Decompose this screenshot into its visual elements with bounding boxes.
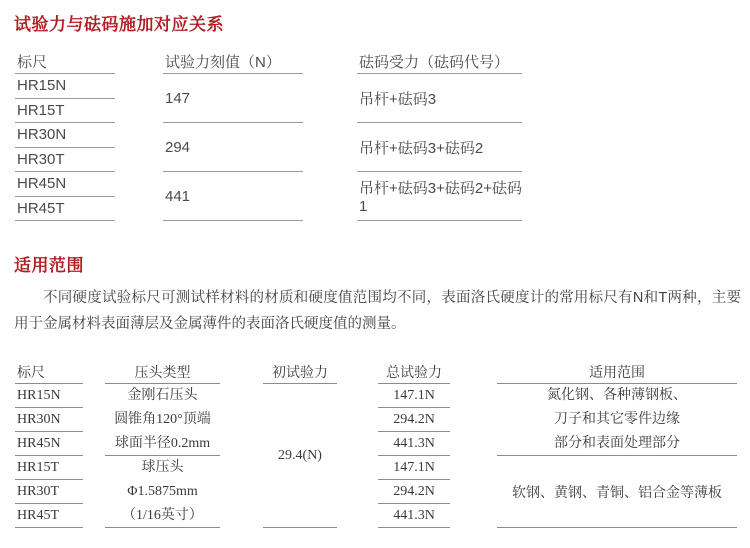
- t2-indenter-group-t: [105, 456, 220, 528]
- t2-indenter-line: 球压头: [141, 460, 184, 475]
- t2-total-force-5: 294.2N: [378, 480, 450, 504]
- scope-paragraph: 不同硬度试验标尺可测试样材料的材质和硬度值范围均不同，表面洛氏硬度计的常用标尺有N和T两种，主要用于金属材料表面薄层及金属薄件的表面洛氏硬度值的测量。: [14, 290, 741, 332]
- t2-total-force-1: 147.1N: [378, 384, 450, 408]
- t2-header-total-force: 总试验力: [378, 360, 450, 384]
- t2-scale-hr15n: HR15N: [15, 384, 83, 408]
- t2-total-force-6: 441.3N: [378, 504, 450, 528]
- t1-force-441: 441: [163, 172, 303, 221]
- t2-scale-hr45n: HR45N: [15, 432, 83, 456]
- t2-total-force-3: 441.3N: [378, 432, 450, 456]
- t1-force-147: 147: [163, 74, 303, 123]
- t2-range-line: 氮化钢、各种薄钢板、: [547, 388, 687, 403]
- t2-scale-hr30t: HR30T: [15, 480, 83, 504]
- t2-indenter-line: （1/16英寸）: [122, 508, 203, 523]
- t2-scale-hr15t: HR15T: [15, 456, 83, 480]
- t1-weight-2: 吊杆+砝码3+砝码2: [357, 123, 522, 172]
- t2-header-range: 适用范围: [497, 360, 737, 384]
- t2-indenter-line: 圆锥角120°顶端: [114, 412, 211, 427]
- t2-indenter-line: 球面半径0.2mm: [114, 436, 211, 451]
- t2-header-initial-force: 初试验力: [263, 360, 337, 384]
- t2-header-scale: 标尺: [15, 360, 83, 384]
- t1-scale-hr45n: HR45N: [15, 172, 115, 197]
- t1-weight-3: 吊杆+砝码3+砝码2+砝码1: [357, 172, 522, 221]
- scale-detail-table: [15, 360, 737, 528]
- t1-scale-hr15t: HR15T: [15, 99, 115, 124]
- t1-force-294: 294: [163, 123, 303, 172]
- t2-indenter-line: 金刚石压头: [127, 388, 198, 403]
- section2-title: 适用范围: [14, 256, 84, 275]
- t2-header-indenter: 压头类型: [105, 360, 220, 384]
- t1-header-scale: 标尺: [15, 50, 115, 74]
- t2-total-force-2: 294.2N: [378, 408, 450, 432]
- t2-range-line: 刀子和其它零件边缘: [554, 412, 680, 427]
- t2-range-line: 部分和表面处理部分: [554, 436, 680, 451]
- t1-weight-1: 吊杆+砝码3: [357, 74, 522, 123]
- t2-range-group-t: 软钢、黄钢、青铜、铝合金等薄板: [497, 456, 737, 528]
- section1-title: 试验力与砝码施加对应关系: [14, 15, 224, 34]
- t1-scale-hr30n: HR30N: [15, 123, 115, 148]
- t2-range-group-n: [497, 384, 737, 456]
- t1-header-weight: 砝码受力（砝码代号）: [357, 50, 522, 74]
- t1-scale-hr30t: HR30T: [15, 148, 115, 173]
- t2-initial-force-value: 29.4(N): [263, 384, 337, 528]
- t2-scale-hr45t: HR45T: [15, 504, 83, 528]
- t1-header-force: 试验力刻值（N）: [163, 50, 303, 74]
- t2-scale-hr30n: HR30N: [15, 408, 83, 432]
- t2-indenter-group-n: [105, 384, 220, 456]
- t1-scale-hr15n: HR15N: [15, 74, 115, 99]
- t2-total-force-4: 147.1N: [378, 456, 450, 480]
- t1-scale-hr45t: HR45T: [15, 197, 115, 222]
- t2-indenter-line: Φ1.5875mm: [127, 484, 198, 499]
- force-weight-table: [15, 50, 522, 221]
